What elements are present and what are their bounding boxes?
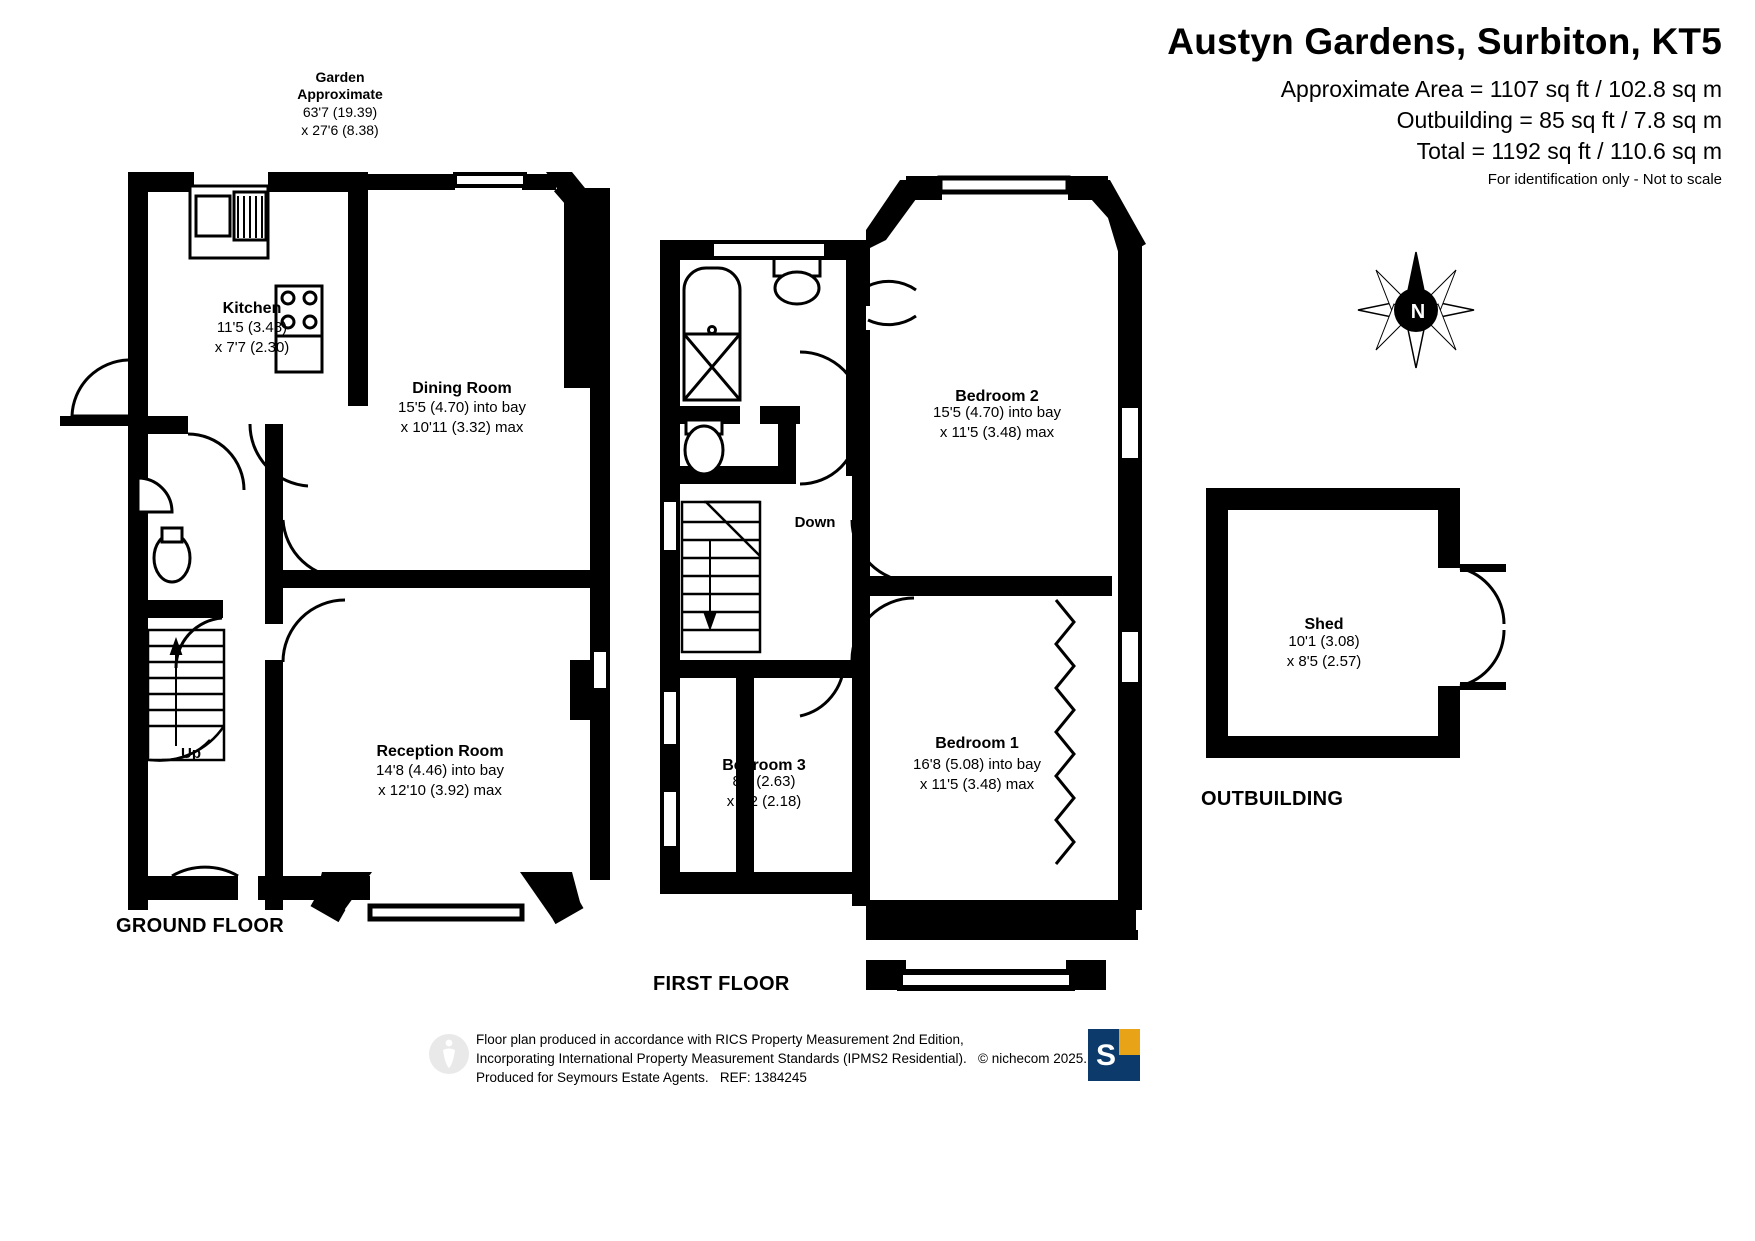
area-line-2: Outbuilding = 85 sq ft / 7.8 sq m: [1396, 107, 1722, 133]
footer-line-2: Incorporating International Property Measurement Standards (IPMS2 Residential).: [476, 1051, 967, 1066]
room-label-reception-room: Reception Room: [376, 743, 504, 760]
footer-copyright: © nichecom 2025.: [978, 1051, 1088, 1066]
room-dim-kitchen-2: x 7'7 (2.30): [214, 339, 290, 356]
room-label-bedroom-3: Bedroom 3: [722, 757, 806, 774]
room-label-kitchen: Kitchen: [222, 300, 282, 317]
garden-dim-line2: x 27'6 (8.38): [301, 122, 379, 138]
room-dim-shed-2: x 8'5 (2.57): [1286, 653, 1362, 670]
room-dim-reception-2: x 12'10 (3.92) max: [378, 782, 502, 799]
scale-disclaimer: For identification only - Not to scale: [1487, 171, 1722, 188]
compass-label: N: [1410, 301, 1426, 323]
room-dim-bedroom3-2: x 7'2 (2.18): [726, 793, 802, 810]
page-title: Austyn Gardens, Surbiton, KT5: [1167, 21, 1722, 62]
floor-label-ground: GROUND FLOOR: [116, 915, 285, 937]
stair-direction-down: Down: [794, 514, 836, 531]
room-dim-bedroom2-1: 15'5 (4.70) into bay: [933, 404, 1061, 421]
room-dim-bedroom1-1: 16'8 (5.08) into bay: [913, 756, 1041, 773]
room-label-dining-room: Dining Room: [412, 380, 512, 397]
room-dim-shed-1: 10'1 (3.08): [1288, 633, 1360, 650]
room-label-bedroom-2: Bedroom 2: [955, 388, 1039, 405]
area-line-3: Total = 1192 sq ft / 110.6 sq m: [1416, 138, 1722, 164]
company-logo-letter: S: [1096, 1039, 1117, 1072]
info-icon: [429, 1034, 469, 1074]
room-dim-bedroom2-2: x 11'5 (3.48) max: [939, 424, 1055, 441]
room-label-shed: Shed: [1304, 616, 1344, 633]
footer-line-1: Floor plan produced in accordance with RICS Property Measurement 2nd Edition,: [476, 1032, 964, 1047]
room-dim-bedroom3-1: 8'8 (2.63): [732, 773, 796, 790]
room-label-bedroom-1: Bedroom 1: [935, 735, 1019, 752]
company-logo-accent: [1119, 1029, 1140, 1055]
outbuilding-label: OUTBUILDING: [1201, 788, 1344, 810]
garden-dim-line1: 63'7 (19.39): [302, 104, 378, 120]
room-dim-dining-2: x 10'11 (3.32) max: [400, 419, 524, 436]
garden-label-line2: Approximate: [297, 86, 383, 102]
stair-direction-up: Up: [181, 745, 201, 762]
area-line-1: Approximate Area = 1107 sq ft / 102.8 sq m: [1280, 76, 1722, 102]
footer-line-3: Produced for Seymours Estate Agents. REF: 1384245: [476, 1070, 807, 1085]
garden-label-line1: Garden: [315, 69, 365, 85]
room-dim-kitchen-1: 11'5 (3.48): [216, 319, 288, 336]
room-dim-reception-1: 14'8 (4.46) into bay: [376, 762, 504, 779]
room-dim-dining-1: 15'5 (4.70) into bay: [398, 399, 526, 416]
room-dim-bedroom1-2: x 11'5 (3.48) max: [919, 776, 1035, 793]
floor-label-first: FIRST FLOOR: [653, 973, 790, 995]
